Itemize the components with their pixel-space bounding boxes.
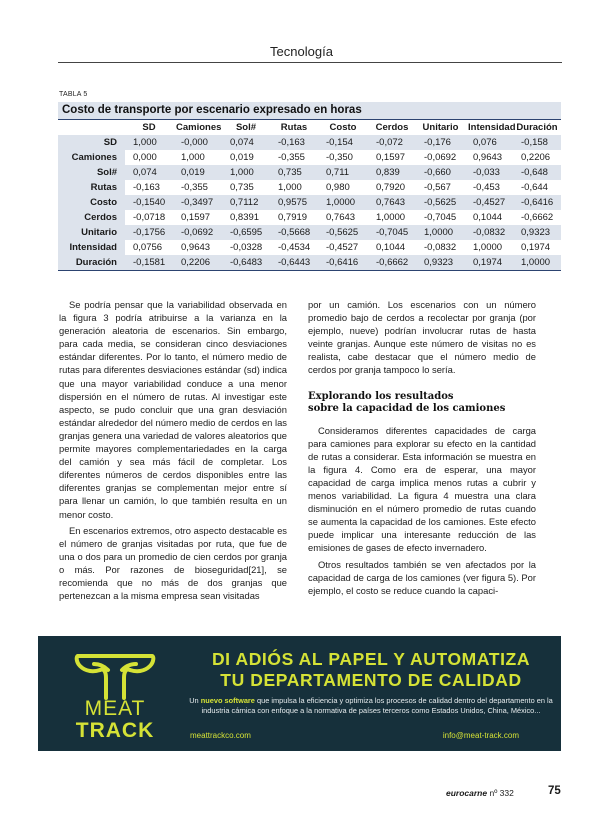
table-cell: 0,1974 bbox=[521, 242, 551, 253]
table-cell: -0,648 bbox=[513, 165, 561, 180]
ad-description-highlight: nuevo software bbox=[200, 696, 255, 705]
body-paragraph: Se podría pensar que la variabilidad observada en la figura 3 podría atribuirse a la varianza en la generación aleatoria de escenarios. Sin embargo, para cada media, se consideran cinco desviaciones estándar diferentes. Por lo tanto, el número medio de rutas para diferentes desviaciones estándar (sd) indica que una mayor variabilidad conduce a una menor dispersión en el número de rutas. Al investigar este aspecto, se pudo concluir que una gran desviación estándar alrededor del número medio de cerdos en las granjas genera una variedad de valores aleatorios que permite mayores complementariedades en la carga del camión y sea más fácil de completar. Los diferentes números de cerdos disponibles entre las diferentes granjas se complementan mejor entre sí para llenar un camión, lo que también resulta en un menor costo. bbox=[59, 299, 287, 520]
correlation-table bbox=[58, 102, 561, 271]
table-cell: -0,6416 bbox=[318, 255, 368, 271]
table-cell: -0,355 bbox=[278, 152, 305, 163]
table-cell: 0,8391 bbox=[230, 212, 260, 223]
table-cell: -0,0692 bbox=[173, 225, 222, 240]
table-cell: 0,2206 bbox=[521, 152, 551, 163]
table-cell: -0,4534 bbox=[278, 242, 311, 253]
table-cell: 1,0000 bbox=[416, 225, 465, 240]
table-cell: 0,074 bbox=[222, 135, 270, 150]
table-tag: TABLA 5 bbox=[59, 91, 88, 98]
column-header: Sol# bbox=[222, 120, 270, 135]
subheading-line: Explorando los resultados bbox=[308, 390, 454, 402]
subheading-line: sobre la capacidad de los camiones bbox=[308, 402, 506, 414]
table-cell: 0,1597 bbox=[376, 152, 406, 163]
row-header: Sol# bbox=[58, 165, 125, 180]
table-cell: -0,7045 bbox=[424, 212, 457, 223]
table-row bbox=[58, 210, 561, 225]
table-cell: -0,660 bbox=[416, 165, 465, 180]
table-cell: 0,735 bbox=[230, 182, 254, 193]
table-cell: 0,076 bbox=[465, 135, 513, 150]
table-row bbox=[58, 135, 561, 150]
ad-email-link[interactable]: info@meat-track.com bbox=[442, 731, 519, 740]
body-paragraph: por un camión. Los escenarios con un número promedio bajo de cerdos a recolectar por granja (por ejemplo, nueve) podrían involucrar rutas de hasta veinte granjas. Aunque este número de visitas no es realista, cabe destacar que el número medio de cerdos por granja tampoco lo sería. bbox=[308, 299, 536, 376]
correlation-grid bbox=[58, 120, 561, 271]
table-cell: -0,072 bbox=[368, 135, 416, 150]
ad-description-rest: que impulsa la eficiencia y optimiza los procesos de calidad dentro del departamento en la industria cárnica con enfoque a la normativa de países terceros como Estados Unidos, China, México... bbox=[201, 696, 553, 715]
table-cell: 0,7920 bbox=[376, 182, 406, 193]
table-cell: 1,000 bbox=[181, 152, 205, 163]
table-cell: 0,2206 bbox=[173, 255, 222, 271]
table-cell: -0,163 bbox=[133, 182, 160, 193]
corner-cell bbox=[58, 120, 125, 135]
row-header: Rutas bbox=[58, 180, 125, 195]
table-caption: Costo de transporte por escenario expresado en horas bbox=[58, 102, 561, 120]
table-cell: -0,163 bbox=[270, 135, 318, 150]
table-cell: -0,4527 bbox=[326, 242, 359, 253]
table-cell: 0,9323 bbox=[416, 255, 465, 271]
table-cell: 0,1044 bbox=[376, 242, 406, 253]
table-cell: 0,1974 bbox=[465, 255, 513, 271]
ad-description bbox=[188, 696, 554, 716]
table-cell: -0,6662 bbox=[368, 255, 416, 271]
body-paragraph: Consideramos diferentes capacidades de carga para camiones para explorar su efecto en la cantidad de rutas a considerar. Esta información se muestra en la figura 4. Como era de esperar, una mayor capacidad de carga implica menos rutas a cubrir y menos variabilidad. La figura 4 muestra una clara disminución en el número promedio de rutas cuando se aumenta la capacidad de los camiones. Este efecto puede implicar una interesante reducción de las emisiones de gases de efecto invernadero. bbox=[308, 424, 536, 554]
row-header: Camiones bbox=[58, 150, 125, 165]
table-cell: -0,6595 bbox=[222, 225, 270, 240]
table-cell: 1,0000 bbox=[376, 212, 406, 223]
table-cell: 0,9575 bbox=[270, 195, 318, 210]
table-cell: -0,158 bbox=[513, 135, 561, 150]
row-header: Cerdos bbox=[58, 210, 125, 225]
ad-headline: DI ADIÓS AL PAPEL Y AUTOMATIZA bbox=[211, 649, 531, 669]
table-cell: -0,0832 bbox=[465, 225, 513, 240]
table-cell: 0,074 bbox=[125, 165, 173, 180]
column-header: Cerdos bbox=[368, 120, 416, 135]
table-cell: 0,0756 bbox=[133, 242, 163, 253]
table-cell: -0,7045 bbox=[368, 225, 416, 240]
table-cell: -0,033 bbox=[465, 165, 513, 180]
row-header: SD bbox=[58, 135, 125, 150]
table-row bbox=[58, 255, 561, 271]
table-cell: 1,000 bbox=[222, 165, 270, 180]
body-column-left bbox=[59, 298, 287, 602]
table-cell: 0,9643 bbox=[473, 152, 503, 163]
body-column-right bbox=[308, 298, 536, 597]
table-cell: 0,9643 bbox=[181, 242, 211, 253]
page-number: 75 bbox=[548, 785, 561, 797]
body-paragraph: En escenarios extremos, otro aspecto destacable es el número de granjas visitadas por ruta, que fue de una o dos para un promedio de cien cerdos por granja o más. Por razones de bioseguridad[21], se recomienda que no más de dos granjas que pertenezcan a la misma empresa sean visitadas bbox=[59, 524, 287, 602]
table-cell: -0,1540 bbox=[125, 195, 173, 210]
table-cell: 0,735 bbox=[270, 165, 318, 180]
magazine-name: eurocarne bbox=[446, 788, 488, 798]
table-cell: -0,3497 bbox=[173, 195, 222, 210]
table-cell: 0,7643 bbox=[326, 212, 356, 223]
issue-number: nº 332 bbox=[489, 788, 514, 798]
logo-word-meat: MEAT bbox=[84, 697, 146, 720]
table-row bbox=[58, 240, 561, 255]
column-header: Costo bbox=[318, 120, 368, 135]
table-cell: -0,154 bbox=[318, 135, 368, 150]
table-cell: -0,5625 bbox=[318, 225, 368, 240]
ad-headline: TU DEPARTAMENTO DE CALIDAD bbox=[220, 670, 522, 690]
section-divider bbox=[58, 62, 562, 63]
table-cell: -0,350 bbox=[326, 152, 353, 163]
column-header: Intensidad bbox=[465, 120, 513, 135]
table-cell: -0,176 bbox=[416, 135, 465, 150]
column-header: Camiones bbox=[173, 120, 222, 135]
table-cell: -0,567 bbox=[424, 182, 451, 193]
section-title: Tecnología bbox=[270, 44, 333, 59]
row-header: Duración bbox=[58, 255, 125, 271]
table-cell: -0,6662 bbox=[521, 212, 554, 223]
table-cell: -0,0832 bbox=[424, 242, 457, 253]
body-paragraph: Otros resultados también se ven afectados por la capacidad de carga de los camiones (ver figura 5). Por ejemplo, el costo se reduce cuando la capaci- bbox=[308, 558, 536, 596]
table-cell: -0,644 bbox=[521, 182, 548, 193]
table-cell: 0,7643 bbox=[368, 195, 416, 210]
table-cell: -0,453 bbox=[473, 182, 500, 193]
table-cell: -0,0328 bbox=[230, 242, 263, 253]
table-cell: 0,9323 bbox=[513, 225, 561, 240]
table-cell: 1,000 bbox=[278, 182, 302, 193]
row-header: Unitario bbox=[58, 225, 125, 240]
table-cell: -0,0718 bbox=[133, 212, 166, 223]
advertisement-banner[interactable] bbox=[38, 636, 561, 751]
table-cell: 0,019 bbox=[230, 152, 254, 163]
row-header: Intensidad bbox=[58, 240, 125, 255]
table-row bbox=[58, 165, 561, 180]
column-header: SD bbox=[125, 120, 173, 135]
column-header: Unitario bbox=[416, 120, 465, 135]
column-header: Rutas bbox=[270, 120, 318, 135]
table-row bbox=[58, 195, 561, 210]
ad-description-lead: Un bbox=[189, 696, 199, 705]
table-cell: -0,5668 bbox=[270, 225, 318, 240]
table-cell: 0,711 bbox=[318, 165, 368, 180]
table-cell: 0,7919 bbox=[278, 212, 308, 223]
table-cell: -0,4527 bbox=[465, 195, 513, 210]
table-cell: -0,0692 bbox=[424, 152, 457, 163]
table-cell: 1,0000 bbox=[318, 195, 368, 210]
table-cell: 0,839 bbox=[368, 165, 416, 180]
table-cell: 1,0000 bbox=[513, 255, 561, 271]
table-cell: -0,5625 bbox=[416, 195, 465, 210]
table-cell: 0,980 bbox=[326, 182, 350, 193]
table-header-row bbox=[58, 120, 561, 135]
row-header: Costo bbox=[58, 195, 125, 210]
table-cell: 1,0000 bbox=[473, 242, 503, 253]
section-subheading bbox=[308, 391, 536, 415]
table-cell: -0,6443 bbox=[270, 255, 318, 271]
table-cell: 1,000 bbox=[125, 135, 173, 150]
ad-website-link[interactable]: meattrackco.com bbox=[190, 731, 251, 740]
table-row bbox=[58, 225, 561, 240]
table-row bbox=[58, 180, 561, 195]
table-cell: 0,000 bbox=[133, 152, 157, 163]
table-cell: 0,019 bbox=[173, 165, 222, 180]
table-cell: -0,000 bbox=[173, 135, 222, 150]
table-cell: -0,6416 bbox=[513, 195, 561, 210]
footer-magazine bbox=[446, 788, 514, 798]
table-cell: 0,7112 bbox=[222, 195, 270, 210]
logo-word-track: TRACK bbox=[75, 719, 155, 742]
table-cell: -0,1581 bbox=[125, 255, 173, 271]
table-row bbox=[58, 150, 561, 165]
table-cell: 0,1044 bbox=[473, 212, 503, 223]
table-cell: 0,1597 bbox=[181, 212, 211, 223]
table-cell: -0,1756 bbox=[125, 225, 173, 240]
table-cell: -0,6483 bbox=[222, 255, 270, 271]
column-header: Duración bbox=[513, 120, 561, 135]
table-cell: -0,355 bbox=[181, 182, 208, 193]
